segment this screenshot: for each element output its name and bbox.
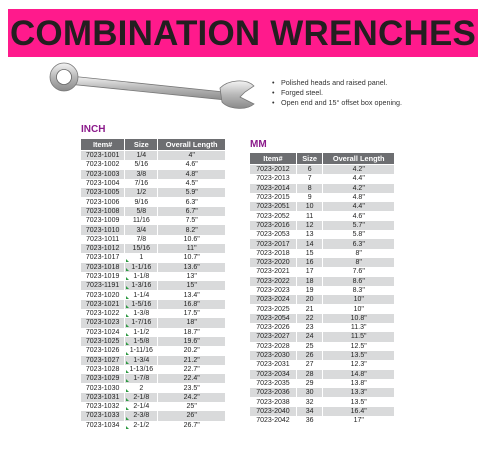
size-cell: 3/4	[125, 225, 158, 234]
item-cell: 7023-2054	[250, 314, 297, 323]
table-row	[81, 253, 226, 262]
size-cell: 7/8	[125, 235, 158, 244]
length-cell: 5.8"	[323, 230, 395, 239]
item-cell: 7023-2038	[250, 397, 297, 406]
col-header-size: Size	[125, 139, 158, 151]
size-cell: 8	[296, 184, 323, 193]
length-cell: 10.7"	[158, 253, 226, 262]
length-cell: 4"	[158, 151, 226, 161]
length-cell: 25"	[158, 402, 226, 411]
size-cell: 1/2	[125, 188, 158, 197]
item-cell: 7023-1024	[81, 328, 125, 337]
length-cell: 11"	[158, 244, 226, 253]
indicator-mark-icon	[126, 398, 129, 401]
length-cell: 16.8"	[158, 300, 226, 309]
length-cell: 18.7"	[158, 328, 226, 337]
item-cell: 7023-1028	[81, 365, 125, 374]
title-banner	[8, 9, 478, 57]
length-cell: 4.6"	[323, 211, 395, 220]
item-cell: 7023-1005	[81, 188, 125, 197]
length-cell: 13"	[158, 272, 226, 281]
item-cell: 7023-2013	[250, 174, 297, 183]
length-cell: 26"	[158, 411, 226, 420]
length-cell: 11.3"	[323, 323, 395, 332]
item-cell: 7023-1029	[81, 374, 125, 383]
length-cell: 6.3"	[323, 239, 395, 248]
item-cell: 7023-2042	[250, 416, 297, 425]
length-cell: 4.2"	[323, 184, 395, 193]
item-cell: 7023-2022	[250, 277, 297, 286]
table-row	[250, 370, 395, 379]
item-cell: 7023-1012	[81, 244, 125, 253]
item-cell: 7023-1030	[81, 383, 125, 392]
size-cell: 3/8	[125, 170, 158, 179]
item-cell: 7023-1011	[81, 235, 125, 244]
table-row	[250, 193, 395, 202]
size-cell: 7/16	[125, 179, 158, 188]
indicator-mark-icon	[126, 342, 129, 345]
item-cell: 7023-1032	[81, 402, 125, 411]
table-row	[250, 230, 395, 239]
size-cell: 20	[296, 295, 323, 304]
size-cell: 1-1/4	[125, 290, 158, 299]
length-cell: 6.7"	[158, 207, 226, 216]
size-cell: 11/16	[125, 216, 158, 225]
size-cell: 13	[296, 230, 323, 239]
size-cell: 1-11/16	[125, 346, 158, 355]
table-row	[250, 332, 395, 341]
item-cell: 7023-1034	[81, 421, 125, 430]
item-cell: 7023-2036	[250, 388, 297, 397]
table-row	[250, 407, 395, 416]
table-row	[81, 151, 226, 161]
length-cell: 8.6"	[323, 277, 395, 286]
table-row	[81, 337, 226, 346]
page-title: COMBINATION WRENCHES	[9, 14, 477, 53]
item-cell: 7023-2051	[250, 202, 297, 211]
length-cell: 8.2"	[158, 225, 226, 234]
table-row	[250, 286, 395, 295]
col-header-length: Overall Length	[158, 139, 226, 151]
item-cell: 7023-1021	[81, 300, 125, 309]
length-cell: 4.4"	[323, 202, 395, 211]
length-cell: 18"	[158, 318, 226, 327]
table-row	[250, 184, 395, 193]
table-row	[250, 388, 395, 397]
size-cell: 27	[296, 360, 323, 369]
table-row	[250, 267, 395, 276]
indicator-mark-icon	[126, 277, 129, 280]
item-cell: 7023-1023	[81, 318, 125, 327]
size-cell: 7	[296, 174, 323, 183]
size-cell: 1/4	[125, 151, 158, 161]
length-cell: 15"	[158, 281, 226, 290]
length-cell: 22.7"	[158, 365, 226, 374]
table-row	[250, 304, 395, 313]
length-cell: 22.4"	[158, 374, 226, 383]
length-cell: 10"	[323, 295, 395, 304]
feature-item: • Polished heads and raised panel.	[272, 78, 402, 88]
table-row	[81, 318, 226, 327]
size-cell: 21	[296, 304, 323, 313]
size-cell: 34	[296, 407, 323, 416]
length-cell: 13.5"	[323, 397, 395, 406]
table-row	[250, 314, 395, 323]
size-cell: 11	[296, 211, 323, 220]
size-cell: 2	[125, 383, 158, 392]
length-cell: 20.2"	[158, 346, 226, 355]
table-row	[81, 272, 226, 281]
length-cell: 17.5"	[158, 309, 226, 318]
table-row	[250, 277, 395, 286]
size-cell: 26	[296, 351, 323, 360]
size-cell: 5/8	[125, 207, 158, 216]
table-row	[250, 174, 395, 183]
length-cell: 7.6"	[323, 267, 395, 276]
table-row	[250, 323, 395, 332]
item-cell: 7023-2015	[250, 193, 297, 202]
item-cell: 7023-1019	[81, 272, 125, 281]
mm-table	[249, 152, 395, 425]
feature-item: • Forged steel.	[272, 88, 402, 98]
table-row	[81, 356, 226, 365]
length-cell: 13.4"	[158, 290, 226, 299]
item-cell: 7023-1009	[81, 216, 125, 225]
table-row	[81, 300, 226, 309]
table-row	[81, 328, 226, 337]
size-cell: 17	[296, 267, 323, 276]
inch-table	[80, 138, 226, 430]
indicator-mark-icon	[126, 370, 129, 373]
table-row	[81, 402, 226, 411]
feature-list	[272, 78, 402, 108]
item-cell: 7023-2028	[250, 342, 297, 351]
table-row	[81, 374, 226, 383]
size-cell: 1	[125, 253, 158, 262]
size-cell: 2-1/4	[125, 402, 158, 411]
table-row	[250, 295, 395, 304]
length-cell: 19.6"	[158, 337, 226, 346]
size-cell: 15	[296, 249, 323, 258]
indicator-mark-icon	[126, 286, 129, 289]
length-cell: 5.7"	[323, 221, 395, 230]
size-cell: 6	[296, 165, 323, 175]
item-cell: 7023-2020	[250, 258, 297, 267]
table-row	[81, 393, 226, 402]
table-row	[250, 202, 395, 211]
size-cell: 22	[296, 314, 323, 323]
item-cell: 7023-1002	[81, 160, 125, 169]
size-cell: 16	[296, 258, 323, 267]
size-cell: 1-1/2	[125, 328, 158, 337]
length-cell: 10.8"	[323, 314, 395, 323]
feature-item: • Open end and 15° offset box opening.	[272, 98, 402, 108]
length-cell: 4.8"	[158, 170, 226, 179]
indicator-mark-icon	[126, 389, 129, 392]
table-row	[81, 309, 226, 318]
size-cell: 1-1/16	[125, 263, 158, 272]
table-row	[250, 165, 395, 175]
length-cell: 8.3"	[323, 286, 395, 295]
size-cell: 1-1/8	[125, 272, 158, 281]
table-row	[81, 160, 226, 169]
item-cell: 7023-2021	[250, 267, 297, 276]
length-cell: 13.6"	[158, 263, 226, 272]
item-cell: 7023-2025	[250, 304, 297, 313]
size-cell: 32	[296, 397, 323, 406]
length-cell: 12.5"	[323, 342, 395, 351]
size-cell: 19	[296, 286, 323, 295]
table-row	[81, 383, 226, 392]
table-row	[81, 263, 226, 272]
size-cell: 12	[296, 221, 323, 230]
item-cell: 7023-2035	[250, 379, 297, 388]
col-header-item: Item#	[250, 153, 297, 165]
table-row	[250, 360, 395, 369]
length-cell: 4.2"	[323, 165, 395, 175]
item-cell: 7023-1027	[81, 356, 125, 365]
table-row	[250, 249, 395, 258]
size-cell: 10	[296, 202, 323, 211]
item-cell: 7023-2052	[250, 211, 297, 220]
table-row	[81, 188, 226, 197]
col-header-size: Size	[296, 153, 323, 165]
length-cell: 23.5"	[158, 383, 226, 392]
table-row	[250, 351, 395, 360]
size-cell: 5/16	[125, 160, 158, 169]
mm-section-title: MM	[250, 139, 267, 150]
size-cell: 1-7/16	[125, 318, 158, 327]
indicator-mark-icon	[126, 296, 129, 299]
item-cell: 7023-1191	[81, 281, 125, 290]
table-row	[250, 239, 395, 248]
size-cell: 1-5/8	[125, 337, 158, 346]
table-row	[250, 416, 395, 425]
item-cell: 7023-1010	[81, 225, 125, 234]
size-cell: 18	[296, 277, 323, 286]
item-cell: 7023-1006	[81, 197, 125, 206]
indicator-mark-icon	[126, 314, 129, 317]
item-cell: 7023-2031	[250, 360, 297, 369]
length-cell: 8"	[323, 258, 395, 267]
size-cell: 2-1/8	[125, 393, 158, 402]
inch-section-title: INCH	[81, 124, 106, 135]
item-cell: 7023-2053	[250, 230, 297, 239]
table-row	[81, 207, 226, 216]
table-row	[81, 346, 226, 355]
indicator-mark-icon	[126, 407, 129, 410]
col-header-item: Item#	[81, 139, 125, 151]
size-cell: 14	[296, 239, 323, 248]
table-row	[81, 216, 226, 225]
length-cell: 24.2"	[158, 393, 226, 402]
length-cell: 4.8"	[323, 193, 395, 202]
table-row	[81, 225, 226, 234]
size-cell: 1-13/16	[125, 365, 158, 374]
size-cell: 9	[296, 193, 323, 202]
item-cell: 7023-2040	[250, 407, 297, 416]
size-cell: 2-3/8	[125, 411, 158, 420]
item-cell: 7023-1022	[81, 309, 125, 318]
length-cell: 5.9"	[158, 188, 226, 197]
length-cell: 11.5"	[323, 332, 395, 341]
length-cell: 13.8"	[323, 379, 395, 388]
item-cell: 7023-1026	[81, 346, 125, 355]
size-cell: 29	[296, 379, 323, 388]
size-cell: 1-7/8	[125, 374, 158, 383]
size-cell: 25	[296, 342, 323, 351]
item-cell: 7023-2030	[250, 351, 297, 360]
item-cell: 7023-1025	[81, 337, 125, 346]
table-row	[250, 397, 395, 406]
indicator-mark-icon	[126, 417, 129, 420]
item-cell: 7023-2012	[250, 165, 297, 175]
length-cell: 8"	[323, 249, 395, 258]
size-cell: 30	[296, 388, 323, 397]
indicator-mark-icon	[126, 333, 129, 336]
length-cell: 21.2"	[158, 356, 226, 365]
item-cell: 7023-2027	[250, 332, 297, 341]
size-cell: 36	[296, 416, 323, 425]
item-cell: 7023-2023	[250, 286, 297, 295]
table-row	[81, 290, 226, 299]
combination-wrench-image	[42, 62, 260, 112]
size-cell: 1-3/4	[125, 356, 158, 365]
table-row	[250, 221, 395, 230]
col-header-length: Overall Length	[323, 153, 395, 165]
length-cell: 26.7"	[158, 421, 226, 430]
indicator-mark-icon	[126, 324, 129, 327]
length-cell: 12.3"	[323, 360, 395, 369]
item-cell: 7023-2017	[250, 239, 297, 248]
table-row	[250, 342, 395, 351]
indicator-mark-icon	[126, 268, 129, 271]
table-row	[250, 258, 395, 267]
item-cell: 7023-2024	[250, 295, 297, 304]
length-cell: 6.3"	[158, 197, 226, 206]
size-cell: 28	[296, 370, 323, 379]
table-row	[81, 244, 226, 253]
table-row	[81, 281, 226, 290]
table-row	[81, 235, 226, 244]
indicator-mark-icon	[126, 259, 129, 262]
length-cell: 16.4"	[323, 407, 395, 416]
item-cell: 7023-1001	[81, 151, 125, 161]
length-cell: 10.6"	[158, 235, 226, 244]
item-cell: 7023-1008	[81, 207, 125, 216]
length-cell: 4.4"	[323, 174, 395, 183]
size-cell: 2-1/2	[125, 421, 158, 430]
length-cell: 17"	[323, 416, 395, 425]
length-cell: 13.5"	[323, 351, 395, 360]
size-cell: 9/16	[125, 197, 158, 206]
item-cell: 7023-1004	[81, 179, 125, 188]
indicator-mark-icon	[126, 305, 129, 308]
item-cell: 7023-1020	[81, 290, 125, 299]
table-row	[250, 379, 395, 388]
item-cell: 7023-1033	[81, 411, 125, 420]
table-row	[81, 170, 226, 179]
size-cell: 1-5/16	[125, 300, 158, 309]
size-cell: 15/16	[125, 244, 158, 253]
item-cell: 7023-1003	[81, 170, 125, 179]
length-cell: 7.5"	[158, 216, 226, 225]
item-cell: 7023-1017	[81, 253, 125, 262]
table-row	[81, 421, 226, 430]
table-row	[81, 365, 226, 374]
item-cell: 7023-2018	[250, 249, 297, 258]
item-cell: 7023-1031	[81, 393, 125, 402]
table-row	[250, 211, 395, 220]
size-cell: 1-3/16	[125, 281, 158, 290]
item-cell: 7023-2016	[250, 221, 297, 230]
indicator-mark-icon	[126, 379, 129, 382]
size-cell: 24	[296, 332, 323, 341]
table-row	[81, 197, 226, 206]
length-cell: 13.3"	[323, 388, 395, 397]
indicator-mark-icon	[126, 426, 129, 429]
item-cell: 7023-2014	[250, 184, 297, 193]
size-cell: 23	[296, 323, 323, 332]
length-cell: 14.8"	[323, 370, 395, 379]
table-row	[81, 411, 226, 420]
table-row	[81, 179, 226, 188]
length-cell: 10"	[323, 304, 395, 313]
indicator-mark-icon	[126, 361, 129, 364]
length-cell: 4.6"	[158, 160, 226, 169]
indicator-mark-icon	[126, 352, 129, 355]
item-cell: 7023-1018	[81, 263, 125, 272]
size-cell: 1-3/8	[125, 309, 158, 318]
item-cell: 7023-2026	[250, 323, 297, 332]
length-cell: 4.5"	[158, 179, 226, 188]
item-cell: 7023-2034	[250, 370, 297, 379]
